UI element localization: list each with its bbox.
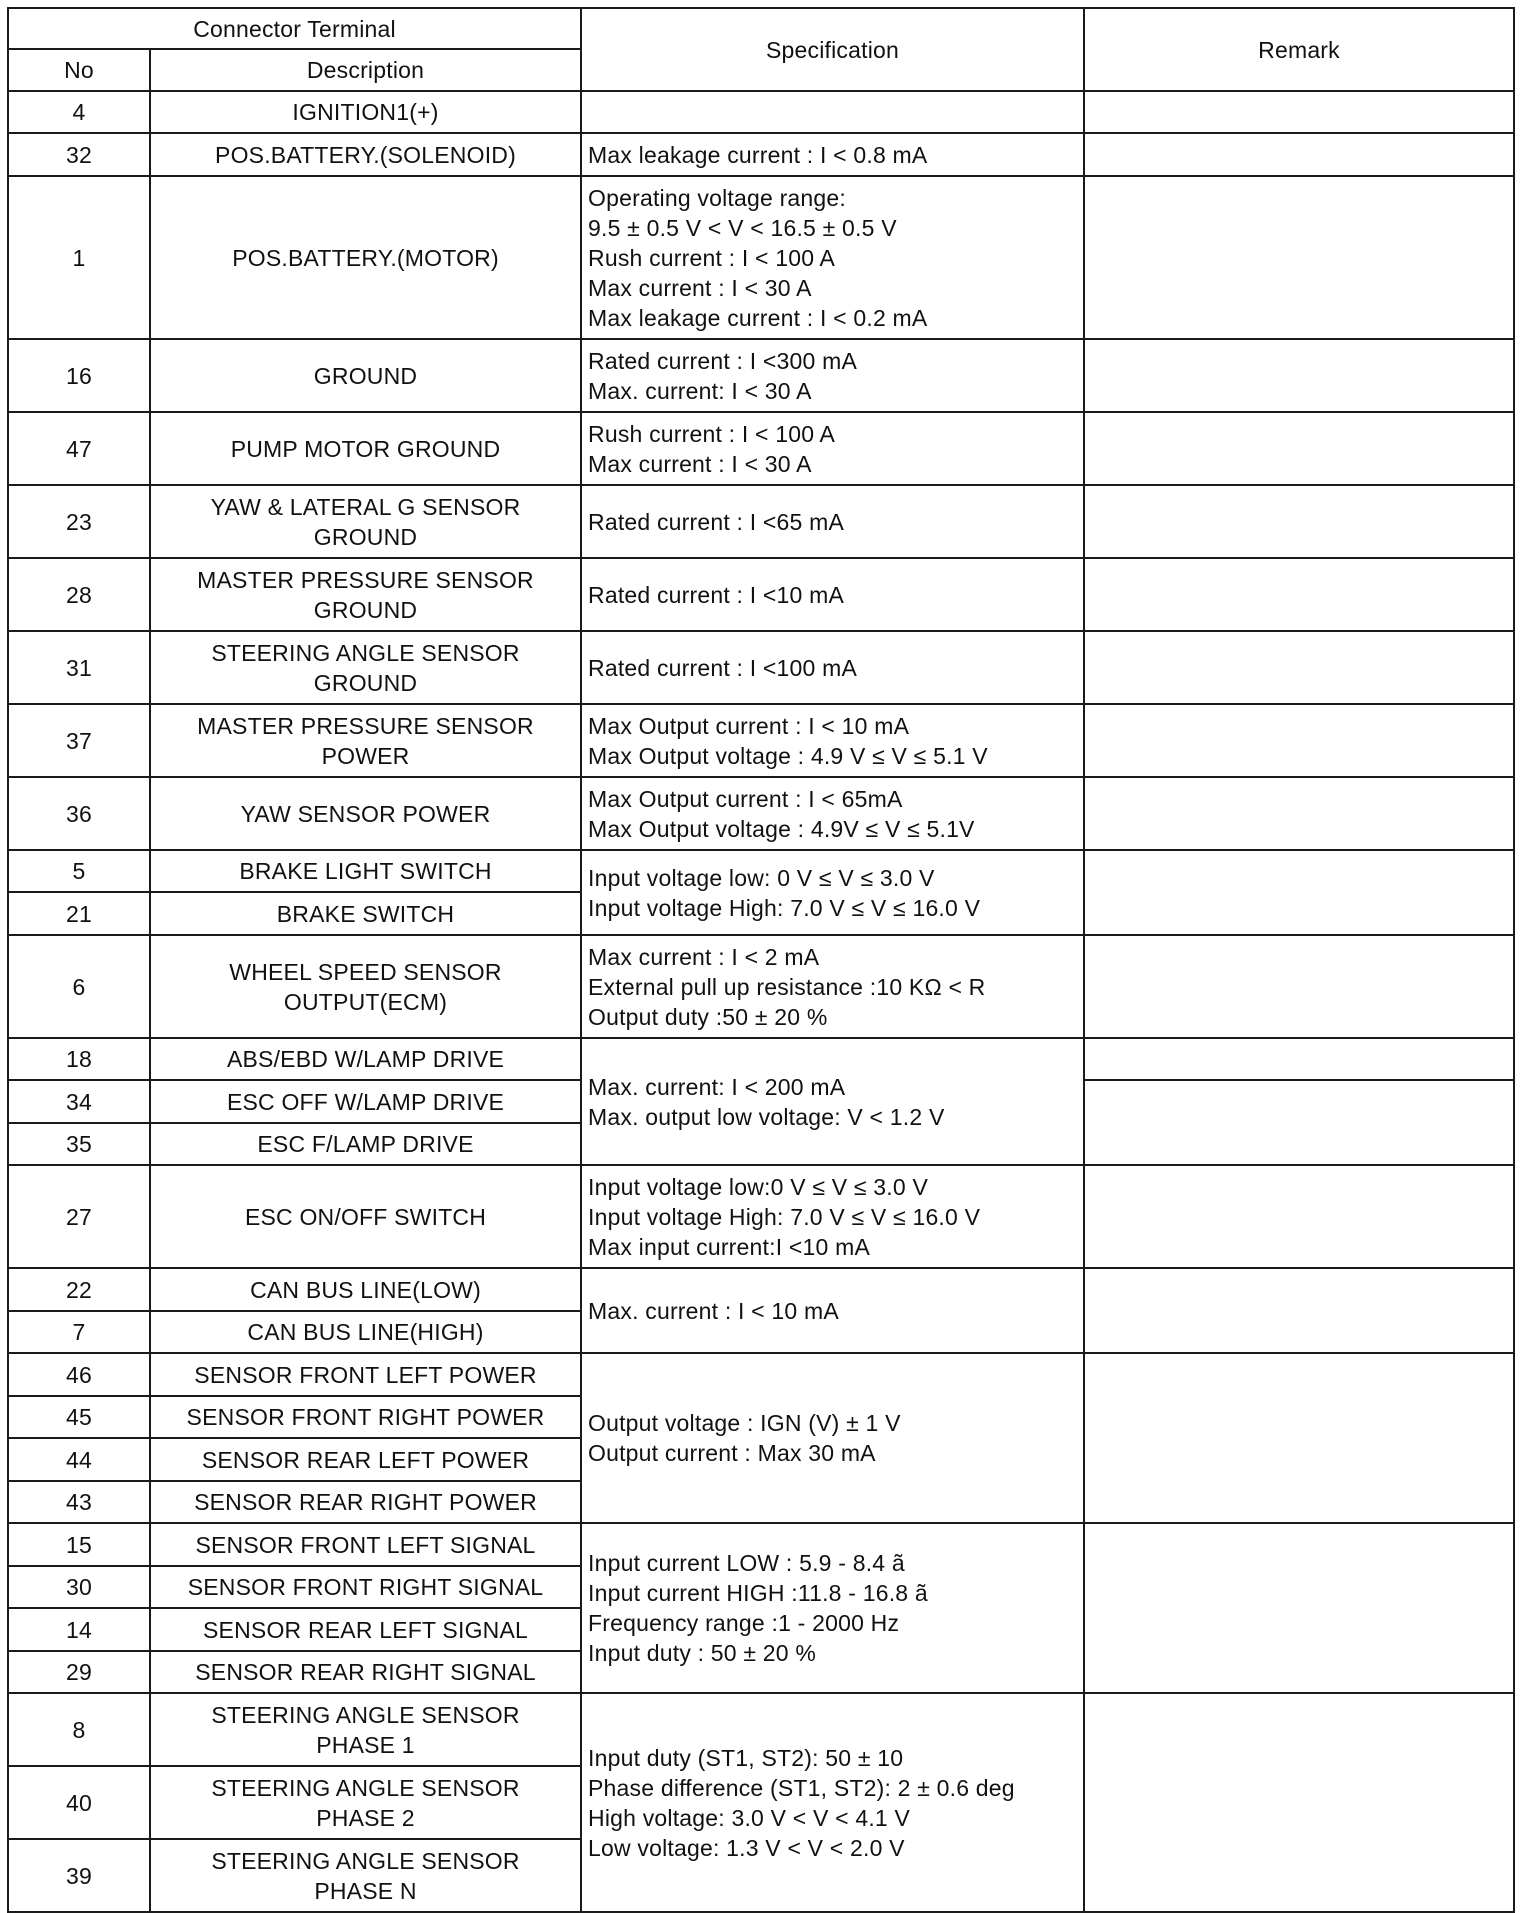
terminal-number-cell: 34 <box>8 1080 150 1123</box>
terminal-number-cell: 43 <box>8 1481 150 1523</box>
table-row <box>8 704 1514 777</box>
terminal-description-cell <box>150 1651 581 1693</box>
terminal-description-cell <box>150 1766 581 1839</box>
specification-line: Output duty :50 ± 20 % <box>588 1003 828 1030</box>
header-specification: Specification <box>581 8 1084 91</box>
terminal-description-cell <box>150 558 581 631</box>
description-line: GROUND <box>313 523 418 550</box>
terminal-number-cell: 6 <box>8 935 150 1038</box>
terminal-description-cell <box>150 777 581 850</box>
terminal-description-cell <box>150 1038 581 1080</box>
terminal-number-cell: 39 <box>8 1839 150 1912</box>
terminal-number-cell: 45 <box>8 1396 150 1438</box>
specification-line: Max input current:I <10 mA <box>588 1233 870 1260</box>
specification-line: 9.5 ± 0.5 V < V < 16.5 ± 0.5 V <box>588 214 897 241</box>
specification-line: Rush current : I < 100 A <box>588 244 836 271</box>
terminal-description-cell <box>150 412 581 485</box>
specification-line: Max. current: I < 200 mA <box>588 1073 846 1100</box>
remark-cell <box>1084 777 1514 850</box>
description-line: SENSOR FRONT LEFT SIGNAL <box>195 1531 536 1558</box>
terminal-description-cell <box>150 1523 581 1566</box>
terminal-description-cell <box>150 176 581 339</box>
specification-cell <box>581 339 1084 412</box>
description-line: STEERING ANGLE SENSOR <box>211 1847 520 1874</box>
specification-line: Max Output voltage : 4.9V ≤ V ≤ 5.1V <box>588 815 975 842</box>
table-body <box>8 91 1514 1912</box>
terminal-number-cell: 5 <box>8 850 150 892</box>
terminal-description-cell <box>150 1080 581 1123</box>
description-line: PUMP MOTOR GROUND <box>230 435 501 462</box>
specification-line: Max Output current : I < 65mA <box>588 785 903 812</box>
terminal-description-cell <box>150 850 581 892</box>
specification-cell <box>581 1038 1084 1165</box>
specification-line: Max Output voltage : 4.9 V ≤ V ≤ 5.1 V <box>588 742 988 769</box>
specification-line: Output current : Max 30 mA <box>588 1440 876 1466</box>
description-line: SENSOR REAR RIGHT POWER <box>194 1489 537 1515</box>
remark-cell <box>1084 704 1514 777</box>
specification-cell <box>581 631 1084 704</box>
specification-line: Low voltage: 1.3 V < V < 2.0 V <box>588 1834 905 1861</box>
description-line: BRAKE SWITCH <box>276 900 455 927</box>
remark-cell <box>1084 1268 1514 1353</box>
terminal-number-cell: 31 <box>8 631 150 704</box>
table-row <box>8 1038 1514 1080</box>
description-line: STEERING ANGLE SENSOR <box>211 1774 520 1801</box>
terminal-description-cell <box>150 935 581 1038</box>
specification-line: Max current : I < 30 A <box>588 450 812 477</box>
description-line: GROUND <box>313 362 418 389</box>
specification-line: Input voltage High: 7.0 V ≤ V ≤ 16.0 V <box>588 894 981 921</box>
specification-line: Input voltage low: 0 V ≤ V ≤ 3.0 V <box>588 864 935 891</box>
specification-line: Frequency range :1 - 2000 Hz <box>588 1610 900 1636</box>
specification-cell <box>581 133 1084 176</box>
terminal-description-cell <box>150 339 581 412</box>
terminal-description-cell <box>150 1693 581 1766</box>
terminal-number-cell: 22 <box>8 1268 150 1311</box>
description-line: POS.BATTERY.(SOLENOID) <box>215 141 516 168</box>
terminal-number-cell: 15 <box>8 1523 150 1566</box>
table-row <box>8 485 1514 558</box>
terminal-description-cell <box>150 1123 581 1165</box>
description-line: STEERING ANGLE SENSOR <box>211 1701 520 1728</box>
description-line: YAW SENSOR POWER <box>240 800 491 827</box>
terminal-number-cell: 4 <box>8 91 150 133</box>
remark-cell <box>1084 850 1514 935</box>
table-row <box>8 1165 1514 1268</box>
specification-cell <box>581 1165 1084 1268</box>
terminal-number-cell: 40 <box>8 1766 150 1839</box>
specification-line: Rated current : I <65 mA <box>588 508 845 535</box>
terminal-number-cell: 46 <box>8 1353 150 1396</box>
terminal-description-cell <box>150 1311 581 1353</box>
terminal-number-cell: 44 <box>8 1438 150 1481</box>
table-row <box>8 1523 1514 1566</box>
specification-line: Max Output current : I < 10 mA <box>588 712 910 739</box>
header-no: No <box>8 49 150 91</box>
terminal-number-cell: 23 <box>8 485 150 558</box>
specification-cell <box>581 1353 1084 1523</box>
terminal-description-cell <box>150 631 581 704</box>
table-header <box>8 8 1514 91</box>
terminal-description-cell <box>150 892 581 935</box>
terminal-description-cell <box>150 1268 581 1311</box>
remark-cell <box>1084 558 1514 631</box>
specification-line: Output voltage : IGN (V) ± 1 V <box>588 1410 901 1436</box>
table-row <box>8 1693 1514 1766</box>
description-line: MASTER PRESSURE SENSOR <box>197 566 534 593</box>
specification-line: Rated current : I <100 mA <box>588 654 858 681</box>
terminal-number-cell: 29 <box>8 1651 150 1693</box>
description-line: SENSOR FRONT RIGHT SIGNAL <box>187 1574 544 1600</box>
remark-cell <box>1084 1353 1514 1523</box>
description-line: ABS/EBD W/LAMP DRIVE <box>226 1046 505 1072</box>
table-row <box>8 631 1514 704</box>
remark-cell <box>1084 1693 1514 1912</box>
remark-cell <box>1084 485 1514 558</box>
description-line: ESC OFF W/LAMP DRIVE <box>226 1088 505 1115</box>
remark-cell <box>1084 176 1514 339</box>
terminal-description-cell <box>150 133 581 176</box>
specification-line: High voltage: 3.0 V < V < 4.1 V <box>588 1804 911 1831</box>
specification-line: Input voltage low:0 V ≤ V ≤ 3.0 V <box>588 1173 928 1200</box>
description-line: GROUND <box>313 669 418 696</box>
table-row <box>8 1353 1514 1396</box>
terminal-number-cell: 8 <box>8 1693 150 1766</box>
table-row <box>8 412 1514 485</box>
description-line: CAN BUS LINE(LOW) <box>250 1276 481 1303</box>
remark-cell <box>1084 935 1514 1038</box>
remark-cell <box>1084 91 1514 133</box>
description-line: PHASE 2 <box>316 1804 415 1831</box>
remark-cell <box>1084 631 1514 704</box>
terminal-number-cell: 14 <box>8 1608 150 1651</box>
remark-cell <box>1084 1038 1514 1080</box>
table-row <box>8 176 1514 339</box>
table-row <box>8 91 1514 133</box>
specification-line: Input duty (ST1, ST2): 50 ± 10 <box>588 1744 904 1771</box>
specification-cell <box>581 850 1084 935</box>
description-line: PHASE 1 <box>316 1731 415 1758</box>
table-row <box>8 777 1514 850</box>
specification-cell <box>581 1693 1084 1912</box>
specification-line: Operating voltage range: <box>588 184 846 211</box>
specification-line: Max. current: I < 30 A <box>588 377 812 404</box>
terminal-number-cell: 21 <box>8 892 150 935</box>
terminal-number-cell: 16 <box>8 339 150 412</box>
table-row <box>8 935 1514 1038</box>
description-line: SENSOR FRONT RIGHT POWER <box>186 1404 545 1430</box>
description-line: BRAKE LIGHT SWITCH <box>239 858 492 884</box>
specification-cell <box>581 176 1084 339</box>
description-line: ESC F/LAMP DRIVE <box>257 1131 474 1157</box>
specification-line: Input current LOW : 5.9 - 8.4 ã <box>588 1550 905 1576</box>
specification-cell <box>581 1268 1084 1353</box>
terminal-description-cell <box>150 704 581 777</box>
specification-line: Rush current : I < 100 A <box>588 420 836 447</box>
terminal-number-cell: 47 <box>8 412 150 485</box>
table-row <box>8 850 1514 892</box>
specification-line: Max. output low voltage: V < 1.2 V <box>588 1103 945 1130</box>
specification-line: Max current : I < 2 mA <box>588 943 820 970</box>
specification-cell <box>581 412 1084 485</box>
connector-spec-table <box>7 7 1515 1913</box>
description-line: POWER <box>321 742 410 769</box>
remark-cell <box>1084 1523 1514 1693</box>
specification-cell <box>581 935 1084 1038</box>
specification-cell <box>581 485 1084 558</box>
specification-cell <box>581 1523 1084 1693</box>
description-line: STEERING ANGLE SENSOR <box>211 639 520 666</box>
specification-line: Max leakage current : I < 0.8 mA <box>588 141 928 168</box>
header-remark: Remark <box>1084 8 1514 91</box>
remark-cell <box>1084 133 1514 176</box>
specification-line: Max. current : I < 10 mA <box>588 1297 839 1324</box>
table-row <box>8 1268 1514 1311</box>
description-line: SENSOR FRONT LEFT POWER <box>194 1361 537 1388</box>
remark-cell <box>1084 412 1514 485</box>
terminal-number-cell: 30 <box>8 1566 150 1608</box>
description-line: SENSOR REAR LEFT SIGNAL <box>203 1616 528 1643</box>
description-line: OUTPUT(ECM) <box>283 988 448 1015</box>
specification-line: Rated current : I <300 mA <box>588 347 858 374</box>
description-line: POS.BATTERY.(MOTOR) <box>232 244 499 271</box>
specification-line: Rated current : I <10 mA <box>588 581 845 608</box>
terminal-description-cell <box>150 91 581 133</box>
terminal-number-cell: 18 <box>8 1038 150 1080</box>
table-row <box>8 339 1514 412</box>
description-line: PHASE N <box>314 1877 417 1904</box>
specification-line: Input voltage High: 7.0 V ≤ V ≤ 16.0 V <box>588 1203 981 1230</box>
remark-cell <box>1084 1165 1514 1268</box>
specification-cell <box>581 91 1084 133</box>
terminal-description-cell <box>150 1438 581 1481</box>
specification-cell <box>581 777 1084 850</box>
header-description: Description <box>150 49 581 91</box>
terminal-number-cell: 7 <box>8 1311 150 1353</box>
terminal-number-cell: 35 <box>8 1123 150 1165</box>
terminal-number-cell: 1 <box>8 176 150 339</box>
table-row <box>8 558 1514 631</box>
terminal-description-cell <box>150 1165 581 1268</box>
terminal-description-cell <box>150 1839 581 1912</box>
description-line: SENSOR REAR LEFT POWER <box>201 1446 530 1473</box>
specification-line: Phase difference (ST1, ST2): 2 ± 0.6 deg <box>588 1774 1015 1801</box>
specification-cell <box>581 704 1084 777</box>
description-line: CAN BUS LINE(HIGH) <box>247 1319 484 1345</box>
terminal-number-cell: 37 <box>8 704 150 777</box>
terminal-description-cell <box>150 1566 581 1608</box>
terminal-description-cell <box>150 1481 581 1523</box>
description-line: SENSOR REAR RIGHT SIGNAL <box>195 1659 536 1685</box>
specification-line: External pull up resistance :10 KΩ < R <box>588 973 986 1000</box>
terminal-number-cell: 36 <box>8 777 150 850</box>
specification-line: Max current : I < 30 A <box>588 274 812 301</box>
description-line: WHEEL SPEED SENSOR <box>229 958 502 985</box>
terminal-number-cell: 28 <box>8 558 150 631</box>
specification-line: Input duty : 50 ± 20 % <box>588 1640 817 1666</box>
remark-cell <box>1084 1080 1514 1165</box>
description-line: YAW & LATERAL G SENSOR <box>210 493 521 520</box>
terminal-description-cell <box>150 1608 581 1651</box>
terminal-description-cell <box>150 1396 581 1438</box>
description-line: MASTER PRESSURE SENSOR <box>197 712 534 739</box>
specification-line: Max leakage current : I < 0.2 mA <box>588 304 928 331</box>
header-connector-terminal: Connector Terminal <box>8 8 581 49</box>
remark-cell <box>1084 339 1514 412</box>
description-line: GROUND <box>313 596 418 623</box>
specification-cell <box>581 558 1084 631</box>
specification-line: Input current HIGH :11.8 - 16.8 ã <box>588 1580 928 1606</box>
terminal-description-cell <box>150 1353 581 1396</box>
description-line: ESC ON/OFF SWITCH <box>244 1203 487 1230</box>
terminal-number-cell: 27 <box>8 1165 150 1268</box>
terminal-description-cell <box>150 485 581 558</box>
description-line: IGNITION1(+) <box>292 99 439 125</box>
table-row <box>8 133 1514 176</box>
terminal-number-cell: 32 <box>8 133 150 176</box>
